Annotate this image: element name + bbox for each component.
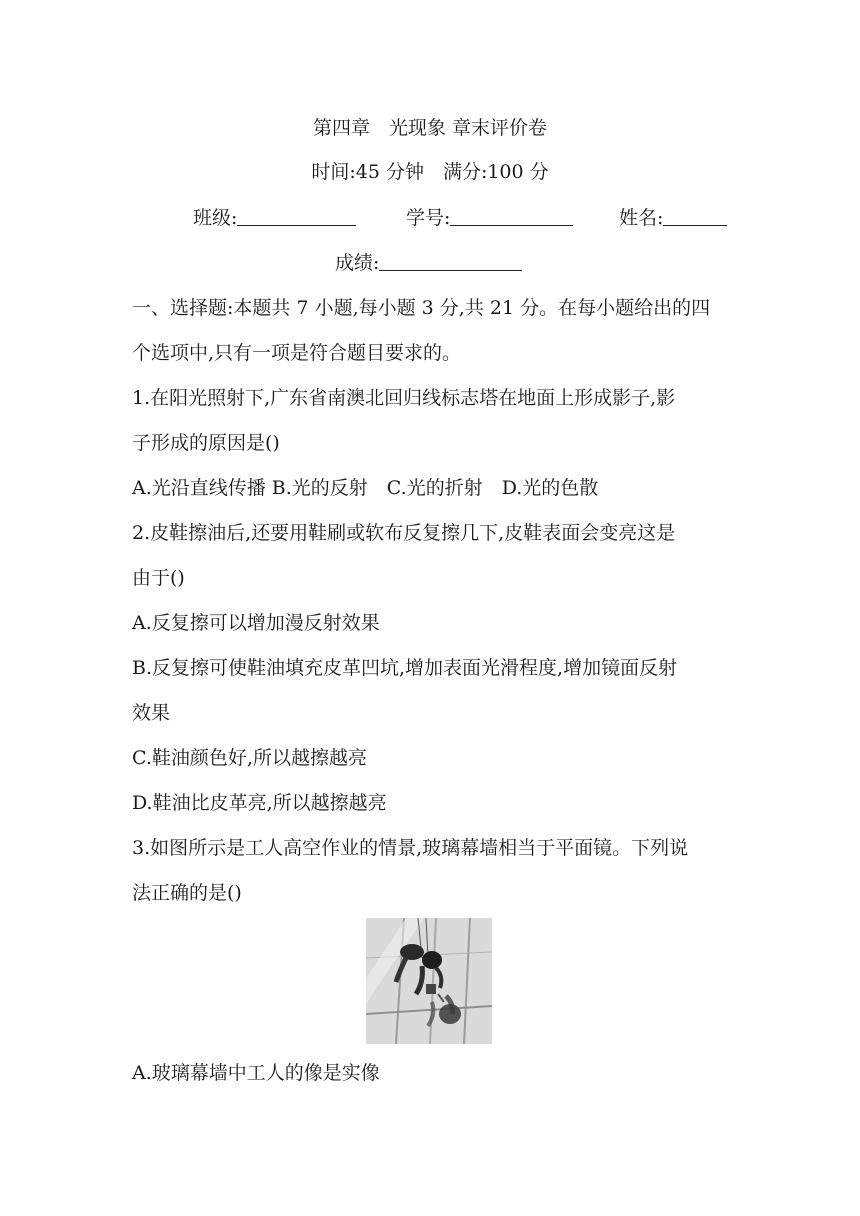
question-1-stem-line2: 子形成的原因是() — [132, 432, 280, 454]
score-label: 成绩: — [335, 252, 380, 274]
question-2-option-c: C.鞋油颜色好,所以越擦越亮 — [132, 747, 367, 769]
name-field — [619, 206, 727, 230]
question-2-option-a: A.反复擦可以增加漫反射效果 — [132, 612, 380, 634]
name-blank — [663, 207, 727, 226]
question-2-option-d: D.鞋油比皮革亮,所以越擦越亮 — [132, 792, 387, 814]
student-number-label: 学号: — [406, 207, 451, 229]
score-field — [335, 251, 522, 275]
section-heading-line2: 个选项中,只有一项是符合题目要求的。 — [132, 342, 462, 364]
class-field — [193, 206, 356, 230]
question-2-stem-line2: 由于() — [132, 567, 185, 589]
question-2-option-b-line1: B.反复擦可使鞋油填充皮革凹坑,增加表面光滑程度,增加镜面反射 — [132, 657, 678, 679]
student-number-blank — [450, 207, 573, 226]
question-2-stem-line1: 2.皮鞋擦油后,还要用鞋刷或软布反复擦几下,皮鞋表面会变亮这是 — [132, 522, 676, 544]
section-heading-line1: 一、选择题:本题共 7 小题,每小题 3 分,共 21 分。在每小题给出的四 — [132, 297, 711, 319]
question-3-stem-line1: 3.如图所示是工人高空作业的情景,玻璃幕墙相当于平面镜。下列说 — [132, 837, 689, 859]
question-1-options: A.光沿直线传播 B.光的反射 C.光的折射 D.光的色散 — [132, 477, 599, 499]
question-2-option-b-line2: 效果 — [132, 702, 171, 724]
class-label: 班级: — [193, 207, 238, 229]
window-cleaner-photo — [366, 918, 492, 1044]
score-blank — [379, 252, 522, 271]
question-3-stem-line2: 法正确的是() — [132, 882, 242, 904]
name-label: 姓名: — [619, 207, 664, 229]
class-blank — [237, 207, 356, 226]
exam-time-info: 时间:45 分钟 满分:100 分 — [311, 161, 549, 183]
student-number-field — [406, 206, 573, 230]
question-3-option-a: A.玻璃幕墙中工人的像是实像 — [132, 1062, 380, 1084]
page-title: 第四章 光现象 章末评价卷 — [312, 117, 548, 139]
question-1-stem-line1: 1.在阳光照射下,广东省南澳北回归线标志塔在地面上形成影子,影 — [132, 387, 676, 409]
